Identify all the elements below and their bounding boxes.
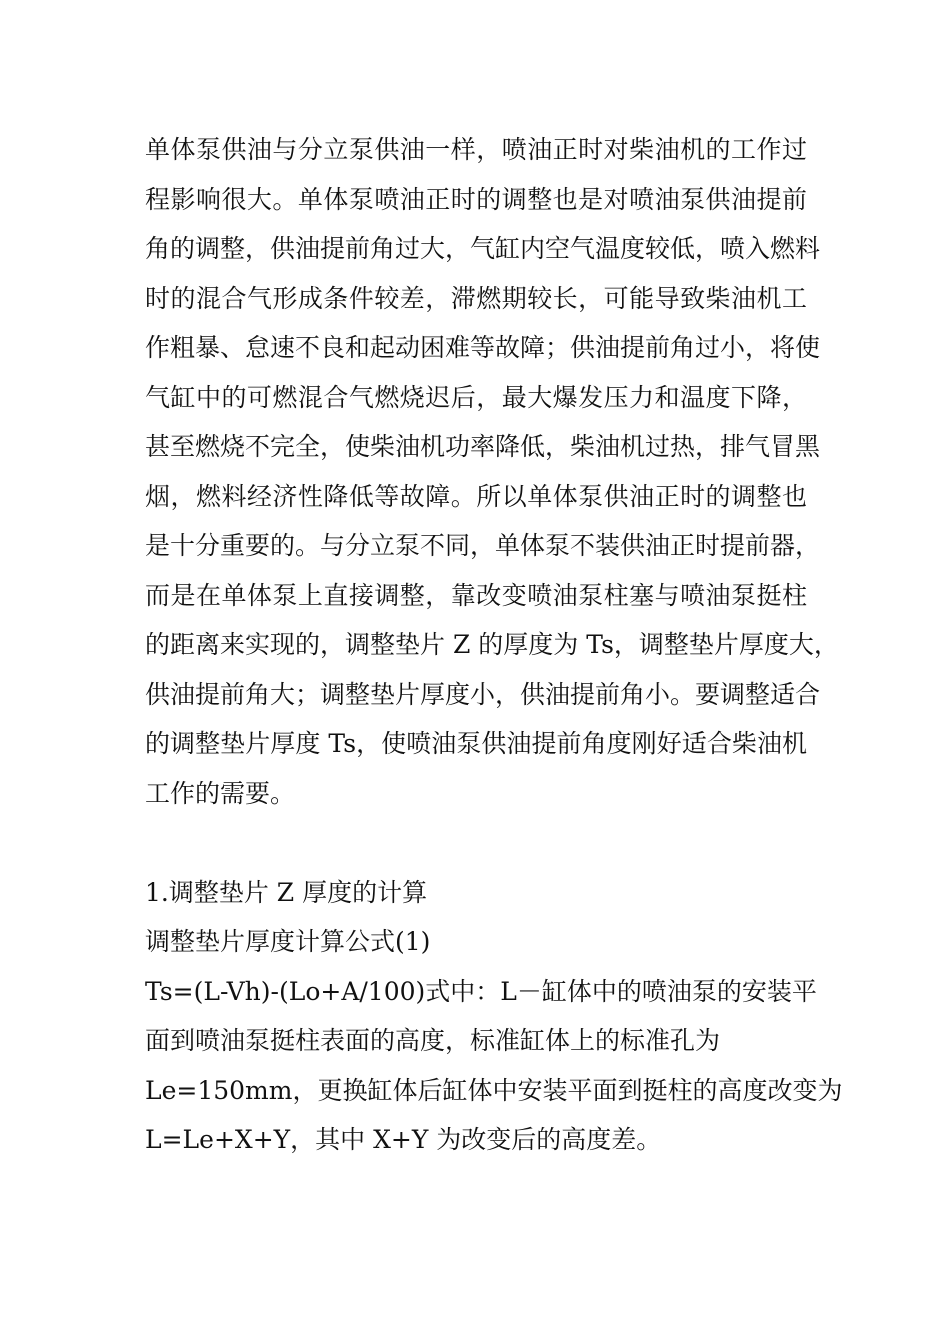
paragraph-line: 面到喷油泵挺柱表面的高度，标准缸体上的标准孔为	[145, 1026, 721, 1055]
paragraph-line: 供油提前角大；调整垫片厚度小，供油提前角小。要调整适合	[145, 680, 821, 709]
paragraph-line: 的距离来实现的，调整垫片 Z 的厚度为 Ts，调整垫片厚度大，	[145, 630, 839, 659]
paragraph-line: 气缸中的可燃混合气燃烧迟后，最大爆发压力和温度下降，	[145, 383, 807, 412]
paragraph-line: 甚至燃烧不完全，使柴油机功率降低，柴油机过热，排气冒黑	[145, 432, 821, 461]
paragraph-line: 工作的需要。	[145, 779, 296, 808]
paragraph-line: L=Le+X+Y，其中 X+Y 为改变后的高度差。	[145, 1125, 662, 1154]
paragraph-line: 时的混合气形成条件较差，滞燃期较长，可能导致柴油机工	[145, 284, 807, 313]
paragraph-line: Le=150mm，更换缸体后缸体中安装平面到挺柱的高度改变为	[145, 1076, 843, 1105]
formula-caption: 调整垫片厚度计算公式(1)	[145, 927, 431, 956]
paragraph-line: 的调整垫片厚度 Ts，使喷油泵供油提前角度刚好适合柴油机	[145, 729, 807, 758]
paragraph-line: 程影响很大。单体泵喷油正时的调整也是对喷油泵供油提前	[145, 185, 807, 214]
section-heading: 1.调整垫片 Z 厚度的计算	[145, 878, 428, 907]
paragraph-line: 烟，燃料经济性降低等故障。所以单体泵供油正时的调整也	[145, 482, 807, 511]
paragraph-line: 是十分重要的。与分立泵不同，单体泵不装供油正时提前器，	[145, 531, 821, 560]
paragraph-line: 单体泵供油与分立泵供油一样，喷油正时对柴油机的工作过	[145, 135, 807, 164]
paragraph-line: 作粗暴、怠速不良和起动困难等故障；供油提前角过小，将使	[145, 333, 821, 362]
paragraph-line: Ts=(L-Vh)-(Lo+A/100)式中：L－缸体中的喷油泵的安装平	[145, 977, 817, 1006]
paragraph-line: 角的调整，供油提前角过大，气缸内空气温度较低，喷入燃料	[145, 234, 821, 263]
paragraph-line: 而是在单体泵上直接调整，靠改变喷油泵柱塞与喷油泵挺柱	[145, 581, 807, 610]
